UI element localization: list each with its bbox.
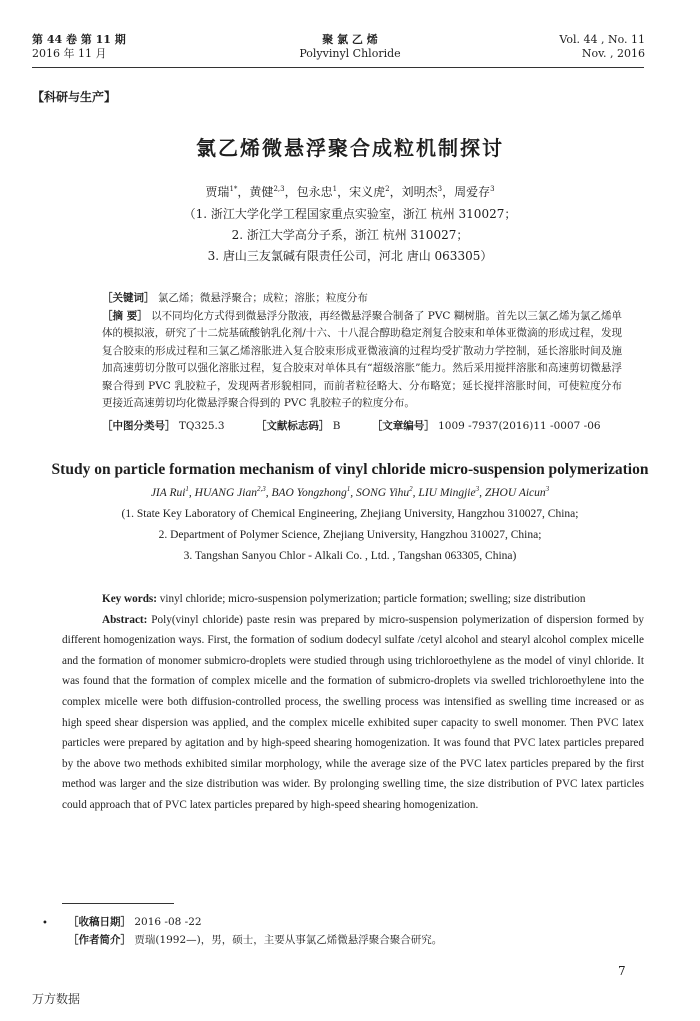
affiliation-cn-2: 2. 浙江大学高分子系，浙江 杭州 310027；: [231, 228, 469, 242]
author-en: SONG Yihu$^2$: [356, 485, 413, 499]
author-en: ZHOU Aicun$^3$: [484, 485, 550, 499]
author-cn: 宋义虎$^2$: [349, 185, 390, 199]
document-code: ［文献标志码］ B: [255, 420, 341, 432]
authors-cn: 贾瑞$^{1*}$，黄健$^{2,3}$，包永忠$^1$，宋义虎$^2$，刘明杰$^3$，周爱存$^3$: [205, 185, 495, 199]
affiliation-cn-1: （1. 浙江大学化学工程国家重点实验室，浙江 杭州 310027；: [183, 207, 517, 221]
header-rule: [32, 67, 644, 68]
classification-line: [102, 418, 642, 433]
header-right: [559, 33, 645, 61]
abstract-en: Abstract: Poly(vinyl chloride) paste resin was prepared by micro-suspension polymerization of dispersion formed by different homogenization ways. First, the formation of sodium dodecyl sulfate /cetyl alcohol and stearyl alcohol complex micelle and the formation of monomer submicro-droplets were studied through using trichloroethylene as the model of vinyl chloride. It was found that the formation of complex micelle and the formation of submicro-droplets via swelled trichloroethylene into the complex micelle were both diffusion-controlled process, the swelling process was intensified as swelling time increased or as high speed shear dispersion was applied, and the complex micelle exhibited super capacity to swell monomer. Then PVC latex particles were prepared by agitation and by high-speed shearing homogenization. It was found that PVC latex particles prepared by the above two methods exhibited similar morphology, while the average size of the PVC latex particles prepared by the first method was larger and the size distribution was wider. By prolonging swelling time, the size distribution of PVC latex particles could approach that of PVC latex particles prepared by high-speed shearing homogenization.: [62, 613, 644, 811]
header-date-cn: 2016 年 11 月: [32, 47, 107, 60]
abstract-cn-block: [102, 290, 622, 413]
author-cn: 包永忠$^1$: [296, 185, 338, 199]
abstract-cn: ［摘 要］ 以不同均化方式得到微悬浮分散液，再经微悬浮聚合制备了 PVC 糊树脂。首先以三氯乙烯为氯乙烯单体的模拟液，研究了十二烷基硫酸钠乳化剂/十六、十八混合醇助稳定剂复合胶束和单体亚微滴的形成过程，发现复合胶束的形成过程和三氯乙烯溶胀进入复合胶束形成亚微液滴的过程均受扩散动力学控制，延长溶胀时间及施加高速剪切分散可以强化溶胀过程，复合胶束对单体具有“超级溶胀”能力。然后采用搅拌溶胀和高速剪切微悬浮聚合得到 PVC 乳胶粒子，发现两者形貌相同，而前者粒径略大、分布略宽；延长搅拌溶胀时间，可使粒度分布更接近高速剪切均化微悬浮聚合得到的 PVC 乳胶粒子的粒度分布。: [102, 309, 623, 409]
header-journal-cn: 聚 氯 乙 烯: [322, 33, 378, 46]
footnote-author: ［作者简介］ 贾瑞(1992—)，男，硕士，主要从事氯乙烯微悬浮聚合聚合研究。: [68, 934, 443, 946]
affiliation-en-2: 2. Department of Polymer Science, Zhejiang University, Hangzhou 310027, China;: [158, 529, 542, 541]
clc-number: ［中图分类号］ TQ325.3: [102, 420, 225, 432]
header-journal-en: Polyvinyl Chloride: [299, 47, 401, 60]
title-cn: 氯乙烯微悬浮聚合成粒机制探讨: [196, 136, 504, 160]
author-en: HUANG Jian$^{2,3}$: [194, 485, 266, 499]
affiliation-en-3: 3. Tangshan Sanyou Chlor - Alkali Co. , Ltd. , Tangshan 063305, China): [183, 550, 517, 562]
author-en: JIA Rui$^1$: [150, 485, 189, 499]
abstract-en-block: [62, 589, 644, 816]
footnote-bullet: •: [42, 918, 48, 929]
author-en: LIU Mingjie$^3$: [418, 485, 480, 499]
author-cn: 黄健$^{2,3}$: [249, 185, 285, 199]
author-en: BAO Yongzhong$^1$: [271, 485, 351, 499]
title-en: Study on particle formation mechanism of vinyl chloride micro-suspension polymerization: [51, 461, 649, 478]
article-number: ［文章编号］ 1009 -7937(2016)11 -0007 -06: [371, 420, 601, 432]
header-date-en: Nov. , 2016: [581, 47, 645, 60]
header-volume-cn: 第 44 卷 第 11 期: [32, 33, 126, 46]
page-number: 7: [618, 964, 626, 978]
author-cn: 刘明杰$^3$: [401, 185, 443, 199]
keywords-en: Key words: vinyl chloride; micro-suspension polymerization; particle formation; swelling; size distribution: [102, 593, 586, 605]
watermark: 万方数据: [32, 992, 81, 1006]
keywords-cn: ［关键词］ 氯乙烯；微悬浮聚合；成粒；溶胀；粒度分布: [102, 292, 368, 304]
affiliation-en-1: (1. State Key Laboratory of Chemical Engineering, Zhejiang University, Hangzhou 310027, China;: [121, 508, 579, 520]
footnote-rule: [62, 903, 174, 904]
authors-en: JIA Rui$^1$, HUANG Jian$^{2,3}$, BAO Yongzhong$^1$, SONG Yihu$^2$, LIU Mingjie$^3$, ZHOU Aicun$^3$: [150, 485, 550, 499]
footnote-received: ［收稿日期］ 2016 -08 -22: [68, 916, 202, 928]
author-cn: 贾瑞$^{1*}$: [205, 185, 238, 199]
section-tag: 【科研与生产】: [32, 90, 117, 104]
author-cn: 周爱存$^3$: [454, 185, 495, 199]
header-volume-en: Vol. 44 , No. 11: [559, 33, 645, 46]
affiliation-cn-3: 3. 唐山三友氯碱有限责任公司，河北 唐山 063305）: [207, 249, 493, 263]
